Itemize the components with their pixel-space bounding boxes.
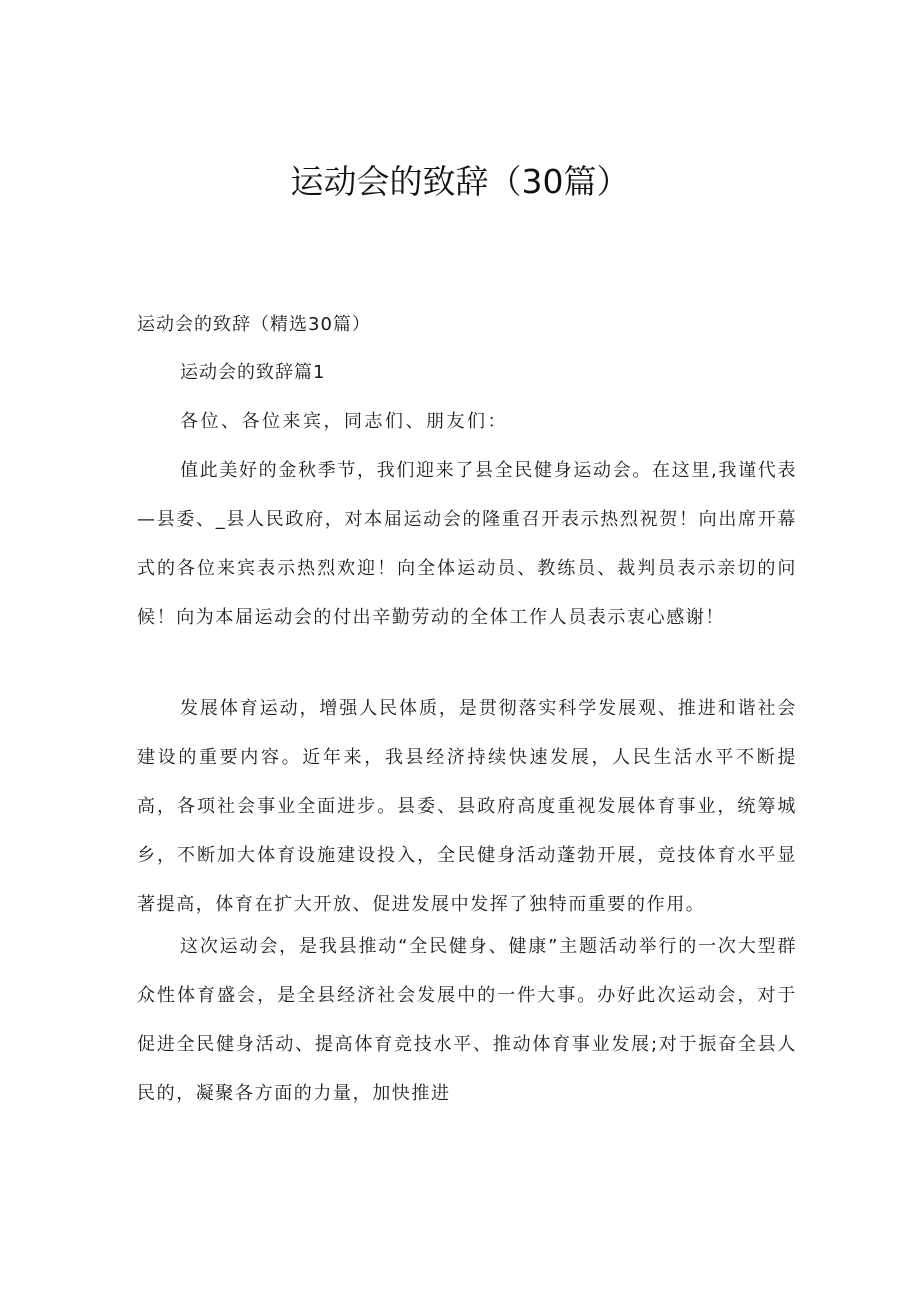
document-title: 运动会的致辞（30篇） [290,162,630,201]
paragraph: 值此美好的金秋季节，我们迎来了县全民健身运动会。在这里,我谨代表—县委、_县人民政府，对本届运动会的隆重召开表示热烈祝贺！向出席开幕式的各位来宾表示热烈欢迎！向全体运动员、教练员、裁判员表示亲切的问候！向为本届运动会的付出辛勤劳动的全体工作人员表示衷心感谢！ [137,460,797,628]
paragraph: 发展体育运动，增强人民体质，是贯彻落实科学发展观、推进和谐社会建设的重要内容。近年来，我县经济持续快速发展，人民生活水平不断提高，各项社会事业全面进步。县委、县政府高度重视发展体育事业，统筹城乡，不断加大体育设施建设投入，全民健身活动蓬勃开展，竞技体育水平显著提高，体育在扩大开放、促进发展中发挥了独特而重要的作用。 [137,698,797,915]
paragraph: 这次运动会，是我县推动“全民健身、健康”主题活动举行的一次大型群众性体育盛会，是全县经济社会发展中的一件大事。办好此次运动会，对于促进全民健身活动、提高体育竞技水平、推动体育事业发展;对于振奋全县人民的，凝聚各方面的力量，加快推进 [137,936,797,1104]
greeting-line: 各位、各位来宾，同志们、朋友们： [180,411,508,432]
chapter-heading: 运动会的致辞篇1 [180,362,326,383]
document-subtitle: 运动会的致辞（精选30篇） [137,314,371,335]
